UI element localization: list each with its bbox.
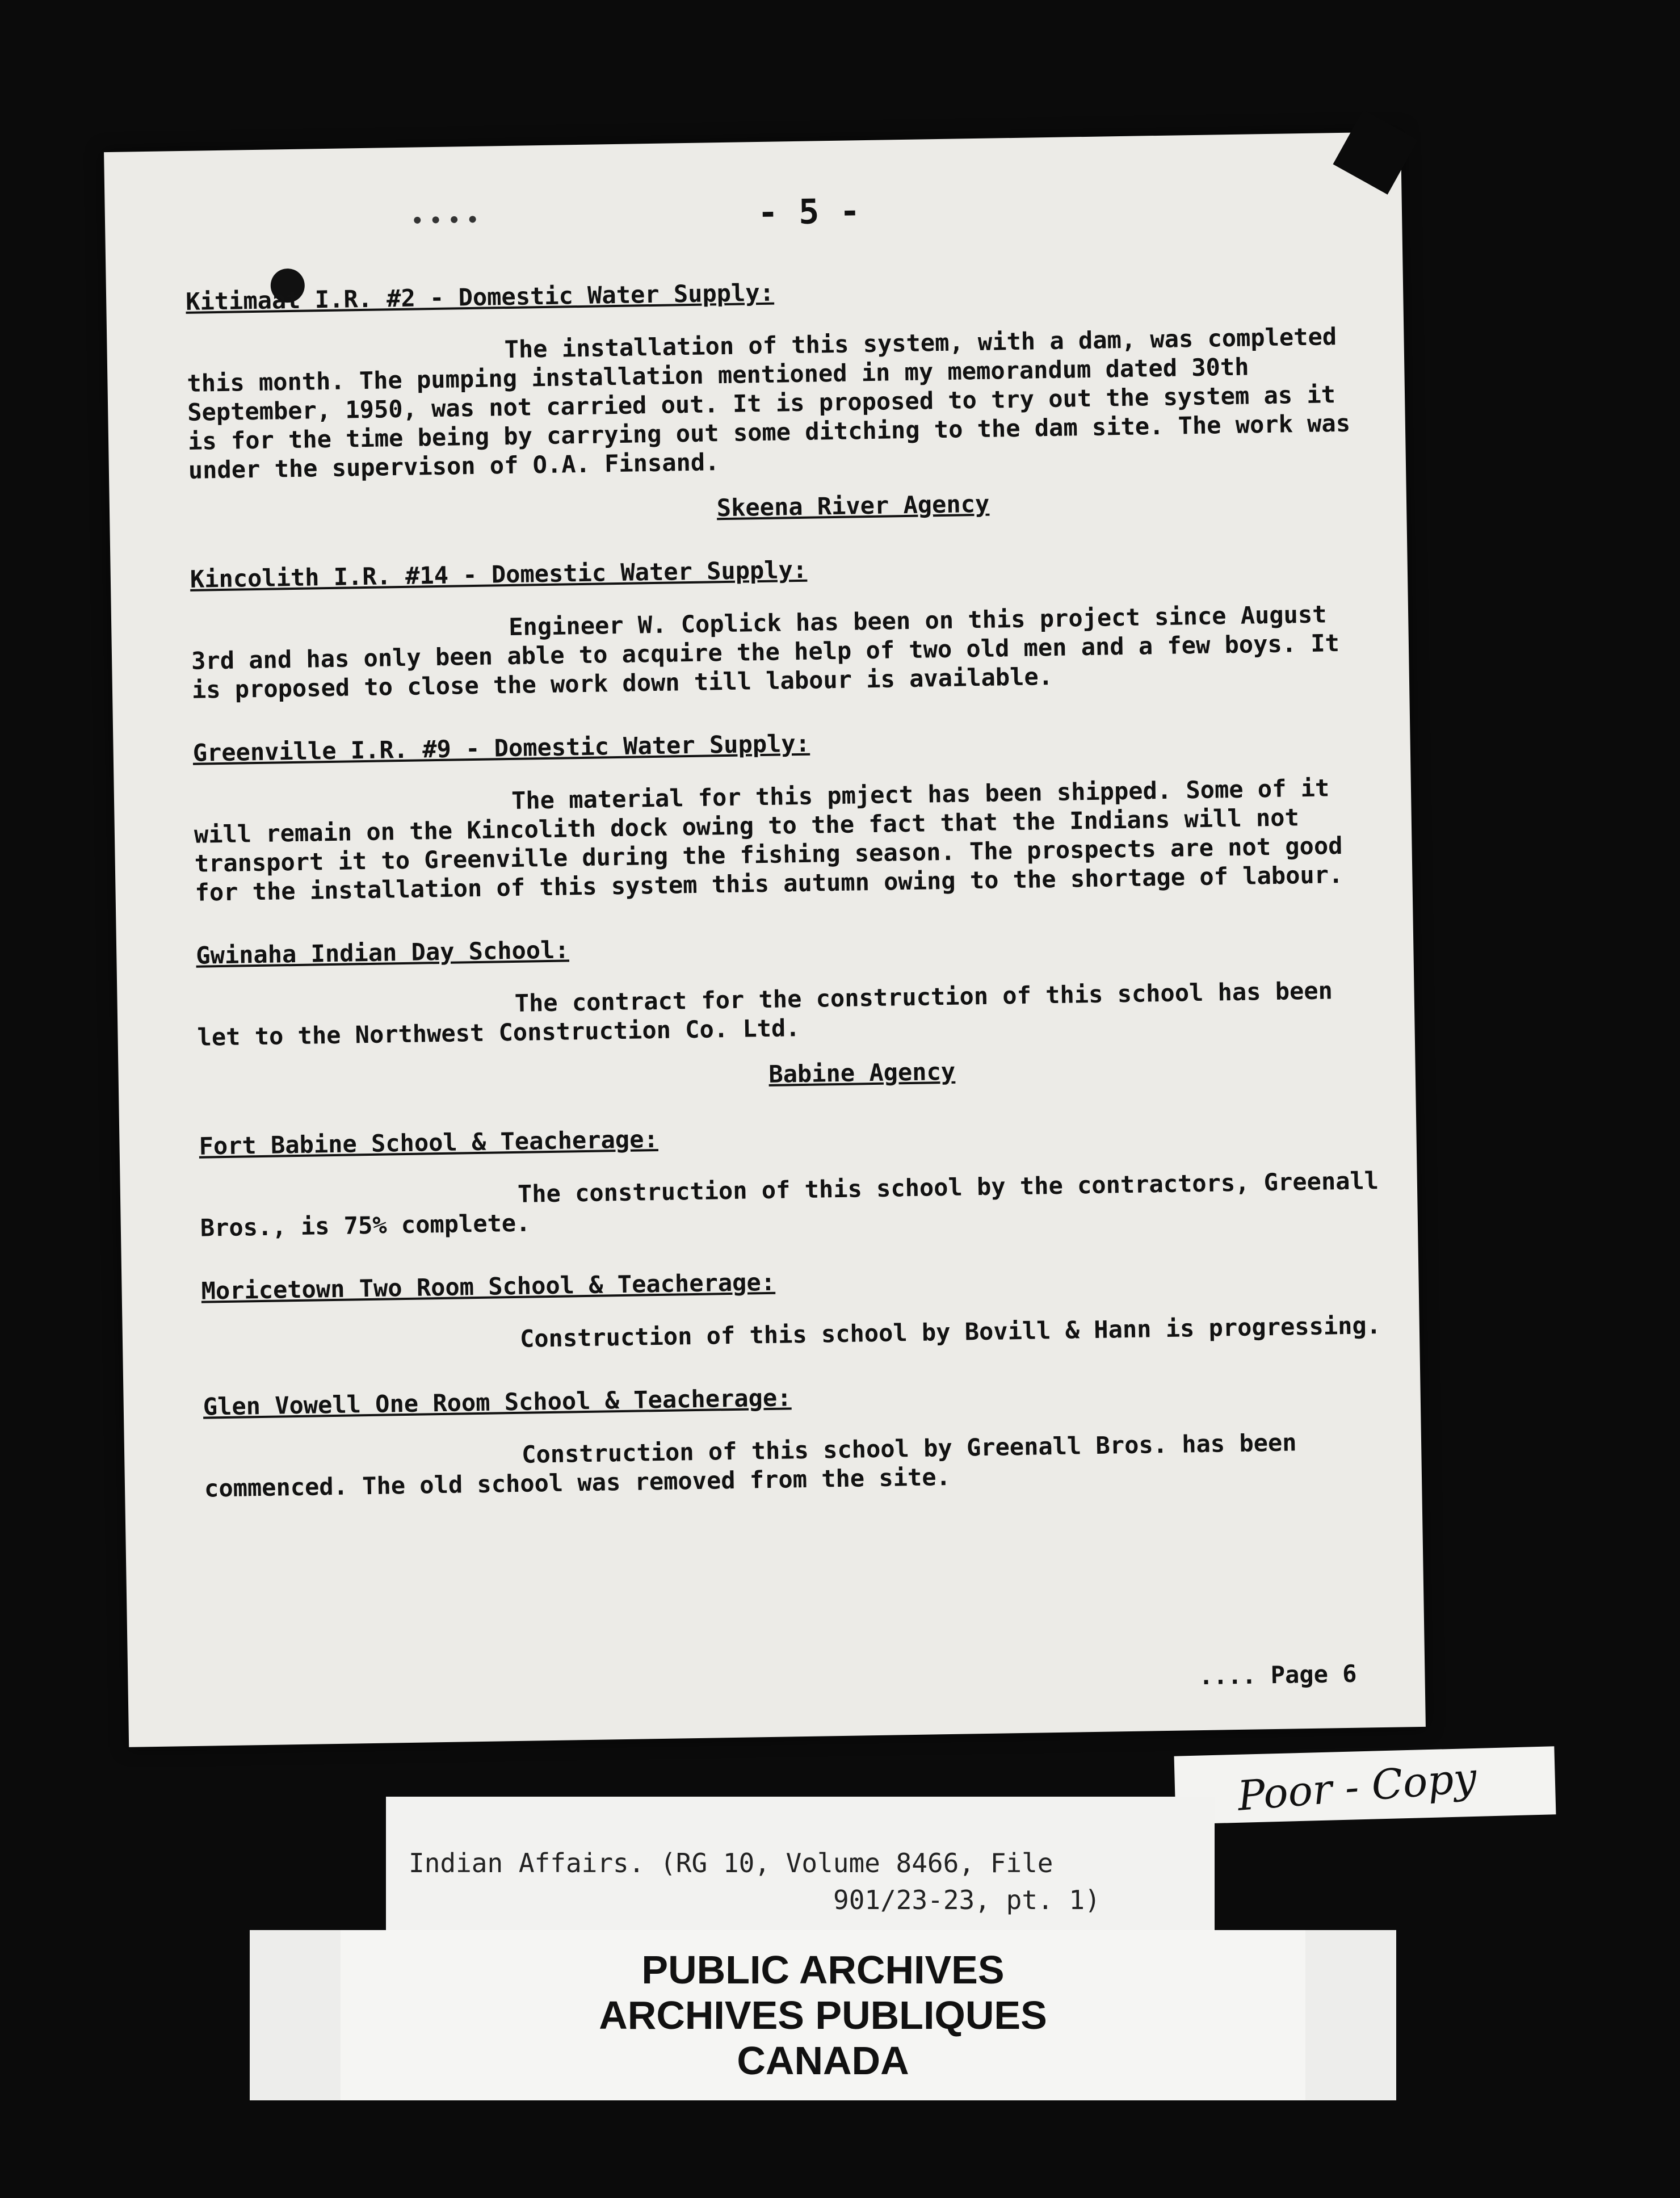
section-paragraph: The contract for the construction of this school has been let to the Northwest Construction Co. Ltd.: [197, 976, 1333, 1051]
section-paragraph: Construction of this school by Bovill & Hann is progressing.: [519, 1311, 1381, 1353]
agency-heading: Skeena River Agency: [716, 489, 990, 522]
section-heading: Glen Vowell One Room School & Teacherage:: [203, 1383, 792, 1421]
section-paragraph: The installation of this system, with a dam, was completed this month. The pumping installation mentioned in my memorandum dated 30th September, 1950, was not carried out. It is proposed to try out the system as it is for the time being by carrying out some ditching to the dam site. The work was under the supervison of O.A. Finsand.: [187, 322, 1351, 484]
document-body: [186, 269, 1385, 1503]
section-heading: Kitimaat I.R. #2 - Domestic Water Supply:: [185, 278, 775, 316]
archives-line-1: PUBLIC ARCHIVES: [641, 1948, 1005, 1992]
section-heading: Gwinaha Indian Day School:: [195, 936, 570, 970]
reference-line-2: 901/23-23, pt. 1): [833, 1885, 1101, 1915]
section-paragraph: Construction of this school by Greenall Bros. has been commenced. The old school was removed from the site.: [204, 1428, 1297, 1503]
archives-stamp-inner: [341, 1930, 1305, 2100]
archives-line-3: CANADA: [737, 2038, 909, 2083]
archives-line-2: ARCHIVES PUBLIQUES: [599, 1993, 1047, 2037]
reference-line-1: Indian Affairs. (RG 10, Volume 8466, File: [409, 1848, 1053, 1878]
section-paragraph: The material for this pmject has been shipped. Some of it will remain on the Kincolith dock owing to the fact that the Indians will not transport it to Greenville during the fishing season. The prospects are not good for the installation of this system this autumn owing to the shortage of labour.: [194, 774, 1343, 907]
section-paragraph: Engineer W. Coplick has been on this project since August 3rd and has only been able to acquire the help of two old men and a few boys. It is proposed to close the work down till labour is available.: [191, 600, 1340, 704]
section-paragraph: The construction of this school by the contractors, Greenall Bros., is 75% complete.: [200, 1167, 1379, 1242]
section-heading: Fort Babine School & Teacherage:: [199, 1125, 659, 1160]
archives-stamp: [250, 1930, 1396, 2100]
page-number: - 5 -: [757, 191, 861, 233]
section-heading: Greenville I.R. #9 - Domestic Water Supply:: [192, 729, 810, 767]
agency-heading: Babine Agency: [768, 1057, 956, 1088]
section-heading: Moricetown Two Room School & Teacherage:: [201, 1268, 776, 1305]
document-page: [104, 132, 1426, 1747]
section-heading: Kincolith I.R. #14 - Domestic Water Supply:: [190, 555, 808, 593]
continued-marker: .... Page 6: [1198, 1659, 1357, 1691]
handwritten-note: Poor - Copy: [1236, 1753, 1479, 1820]
top-marks: ••••: [411, 208, 486, 233]
handwritten-note-card: [1174, 1746, 1556, 1824]
